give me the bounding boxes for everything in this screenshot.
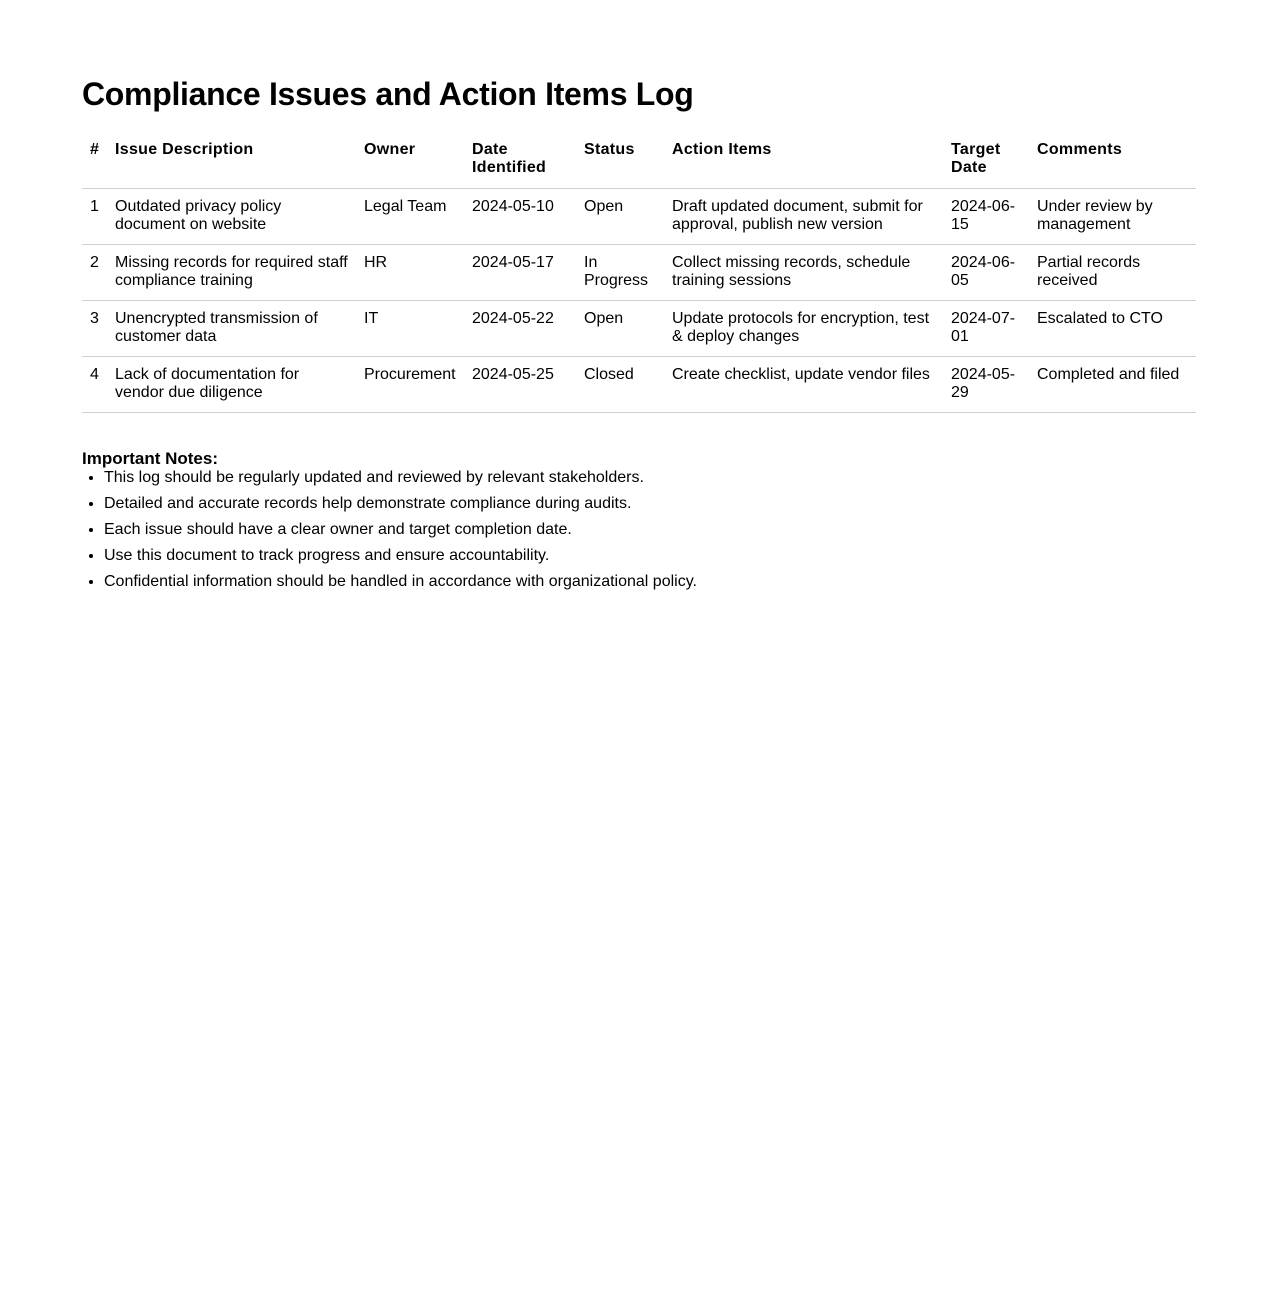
cell-comments: Completed and filed [1037, 366, 1180, 383]
table-row [82, 301, 1196, 357]
cell-issue-description: Missing records for required staff compliance training [115, 254, 348, 289]
cell-date-identified: 2024-05-17 [472, 254, 554, 271]
cell-issue-description: Unencrypted transmission of customer data [115, 310, 318, 345]
cell-target-date: 2024-07-01 [951, 310, 1016, 345]
list-item: • Detailed and accurate records help demonstrate compliance during audits. [104, 495, 1196, 513]
cell-action-items: Draft updated document, submit for approval, publish new version [672, 198, 923, 233]
notes-list [82, 469, 1196, 591]
cell-status: In Progress [584, 254, 649, 289]
cell-target-date: 2024-06-05 [951, 254, 1016, 289]
list-item: • Each issue should have a clear owner and target completion date. [104, 521, 1196, 539]
header-date-identified: Date Identified [472, 141, 547, 176]
list-item: • This log should be regularly updated and reviewed by relevant stakeholders. [104, 469, 1196, 487]
cell-owner: Legal Team [364, 198, 447, 215]
document-page [82, 76, 1196, 599]
header-number: # [90, 141, 100, 158]
cell-status: Open [584, 310, 624, 327]
header-target-date: Target Date [951, 141, 1001, 176]
cell-status: Closed [584, 366, 634, 383]
cell-owner: IT [364, 310, 379, 327]
table-row [82, 357, 1196, 413]
header-owner: Owner [364, 141, 416, 158]
header-issue-description: Issue Description [115, 141, 254, 158]
cell-date-identified: 2024-05-25 [472, 366, 554, 383]
cell-owner: HR [364, 254, 388, 271]
cell-target-date: 2024-06-15 [951, 198, 1016, 233]
page-title: Compliance Issues and Action Items Log [82, 76, 694, 112]
list-item: • Use this document to track progress and ensure accountability. [104, 547, 1196, 565]
table-header-row [82, 138, 1196, 189]
compliance-table [82, 138, 1196, 413]
table-row [82, 189, 1196, 245]
cell-action-items: Create checklist, update vendor files [672, 366, 930, 383]
important-notes-section [82, 449, 1196, 591]
cell-comments: Escalated to CTO [1037, 310, 1163, 327]
cell-issue-description: Lack of documentation for vendor due diligence [115, 366, 300, 401]
cell-number: 1 [90, 198, 99, 215]
header-comments: Comments [1037, 141, 1123, 158]
cell-owner: Procurement [364, 366, 456, 383]
list-item: • Confidential information should be handled in accordance with organizational policy. [104, 573, 1196, 591]
notes-title: Important Notes: [82, 449, 218, 468]
cell-date-identified: 2024-05-10 [472, 198, 554, 215]
cell-status: Open [584, 198, 624, 215]
header-status: Status [584, 141, 635, 158]
header-action-items: Action Items [672, 141, 772, 158]
table-row [82, 245, 1196, 301]
cell-date-identified: 2024-05-22 [472, 310, 554, 327]
cell-number: 3 [90, 310, 99, 327]
cell-action-items: Collect missing records, schedule training sessions [672, 254, 911, 289]
cell-target-date: 2024-05-29 [951, 366, 1016, 401]
cell-number: 2 [90, 254, 99, 271]
cell-comments: Under review by management [1037, 198, 1153, 233]
cell-number: 4 [90, 366, 99, 383]
cell-issue-description: Outdated privacy policy document on website [115, 198, 282, 233]
cell-action-items: Update protocols for encryption, test & deploy changes [672, 310, 930, 345]
cell-comments: Partial records received [1037, 254, 1141, 289]
